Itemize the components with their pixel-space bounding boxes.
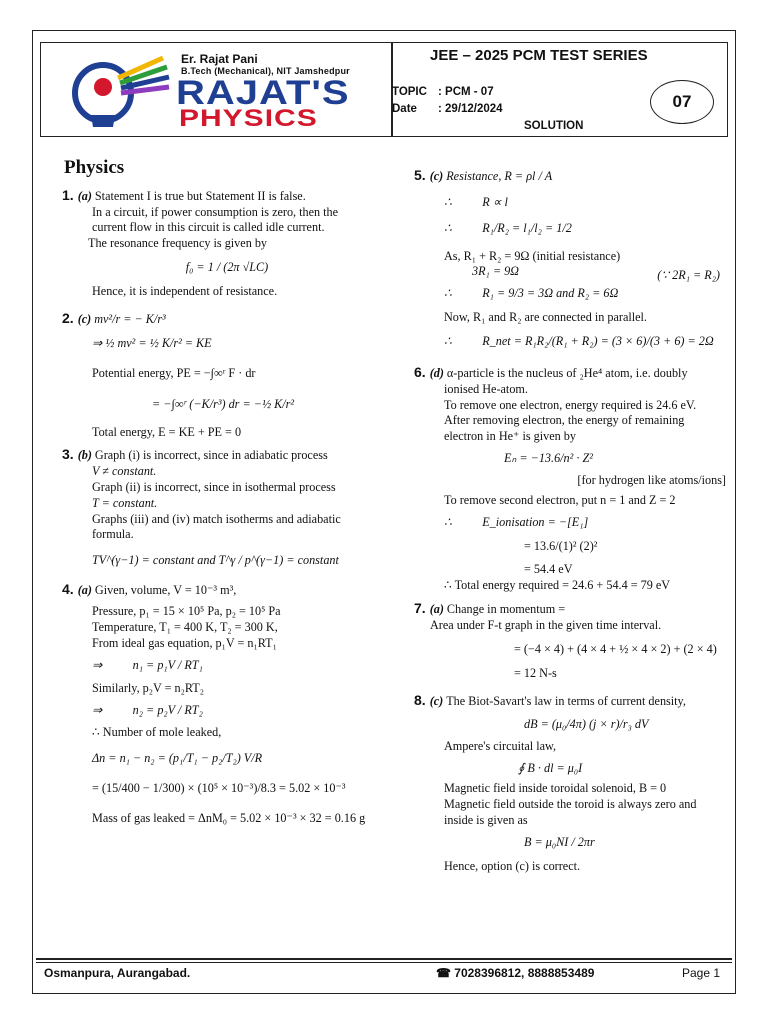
solution-1: 1. (a) Statement I is true but Statement II is false. In a circuit, if power consumption is zero, then the current flow in this circuit is called idle current. The resonance frequency is given by f₀ = 1 / (2π √LC) Hence, it is independent of resistance. xyxy=(62,187,392,300)
right-column xyxy=(414,162,726,874)
solution-7: 7. (a) Change in momentum = Area under F-t graph in the given time interval. = (−4 × 4) + (4 × 4 + ½ × 4 × 2) + (2 × 4) = 12 N-s xyxy=(414,600,717,680)
page-number: Page 1 xyxy=(682,966,721,980)
footer-address: Osmanpura, Aurangabad. xyxy=(44,966,191,980)
footer-rule-thin xyxy=(36,962,732,963)
test-series-title: JEE – 2025 PCM TEST SERIES xyxy=(430,47,648,64)
section-title: Physics xyxy=(64,157,125,178)
solution-5: 5. (c) Resistance, R = ρl / A ∴ R ∝ l ∴ R₁/R₂ = l₁/l₂ = 1/2 As, R₁ + R₂ = 9Ω (initial resistance) 3R₁ = 9Ω (∵ 2R₁ = R₂) ∴ R₁ = 9/3 = 3Ω and R₂ = 6Ω Now, R₁ and R₂ are connected in parallel. ∴ R_net = R₁R₂/(R₁ + R₂) = (3 × 6)/(3 + 6) = 2Ω xyxy=(414,167,720,349)
solution-4: 4. (a) Given, volume, V = 10⁻³ m³, Pressure, p₁ = 15 × 10⁵ Pa, p₂ = 10⁵ Pa Temperature, T₁ = 400 K, T₂ = 300 K, From ideal gas equation, p₁V = n₁RT₁ ⇒ n₁ = p₁V / RT₁ Similarly, p₂V = n₂RT₂ ⇒ n₂ = p₂V / RT₂ ∴ Number of mole leaked, Δn = n₁ − n₂ = (p₁/T₁ − p₂/T₂) V/R = (15/400 − 1/300) × (10⁵ × 10⁻³)/8.3 = 5.02 × 10⁻³ Mass of gas leaked = ΔnM₀ = 5.02 × 10⁻³ × 32 = 0.16 g xyxy=(62,581,366,825)
solution-6: 6. (d) α-particle is the nucleus of ₂He⁴ atom, i.e. doubly ionised He-atom. To remove one electron, energy required is 24.6 eV. After removing electron, the energy of remaining electron in He⁺ is given by Eₙ = −13.6/n² · Z² [for hydrogen like atoms/ions] To remove second electron, put n = 1 and Z = 2 ∴ E_ionisation = −[E₁] = 13.6/(1)² (2)² = 54.4 eV ∴ Total energy required = 24.6 + 54.4 = 79 eV xyxy=(414,363,726,593)
author-qualification: B.Tech (Mechanical), NIT Jamshedpur xyxy=(181,66,350,76)
logo xyxy=(41,43,391,138)
date-line: Date : 29/12/2024 xyxy=(392,103,503,115)
bulb-logo-icon xyxy=(63,53,173,131)
solution-3: 3. (b) Graph (i) is incorrect, since in adiabatic process V ≠ constant. Graph (ii) is incorrect, since in isothermal process T = constant. Graphs (iii) and (iv) match isotherms and adiabatic formula. TV^(γ−1) = constant and T^γ / p^(γ−1) = constant xyxy=(62,446,341,568)
brand-line-2: PHYSICS xyxy=(179,105,318,132)
solution-label: SOLUTION xyxy=(524,120,584,132)
solution-8: 8. (c) The Biot-Savart's law in terms of current density, dB = (μ₀/4π) (j × r)/r₃ dV Ampere's circuital law, ∮ B · dl = μ₀I Magnetic field inside toroidal solenoid, B = 0 Magnetic field outside the toroid is always zero and inside is given as B = μ₀NI / 2πr Hence, option (c) is correct. xyxy=(414,691,697,873)
test-number-badge: 07 xyxy=(650,80,714,124)
author-name: Er. Rajat Pani xyxy=(181,52,258,66)
footer-rule xyxy=(36,958,732,960)
topic-line: TOPIC : PCM - 07 xyxy=(392,86,494,98)
footer-phone: ☎ 7028396812, 8888853489 xyxy=(436,966,595,980)
brand-line-1: RAJAT'S xyxy=(176,74,350,112)
solution-2: 2. (c) mv²/r = − K/r³ ⇒ ½ mv² = ½ K/r² = KE Potential energy, PE = −∫∞ʳ F · dr = −∫∞ʳ (−K/r³) dr = −½ K/r² Total energy, E = KE + PE = 0 xyxy=(62,309,295,440)
left-column xyxy=(62,150,392,827)
resonance-equation: f₀ = 1 / (2π √LC) xyxy=(185,260,269,275)
